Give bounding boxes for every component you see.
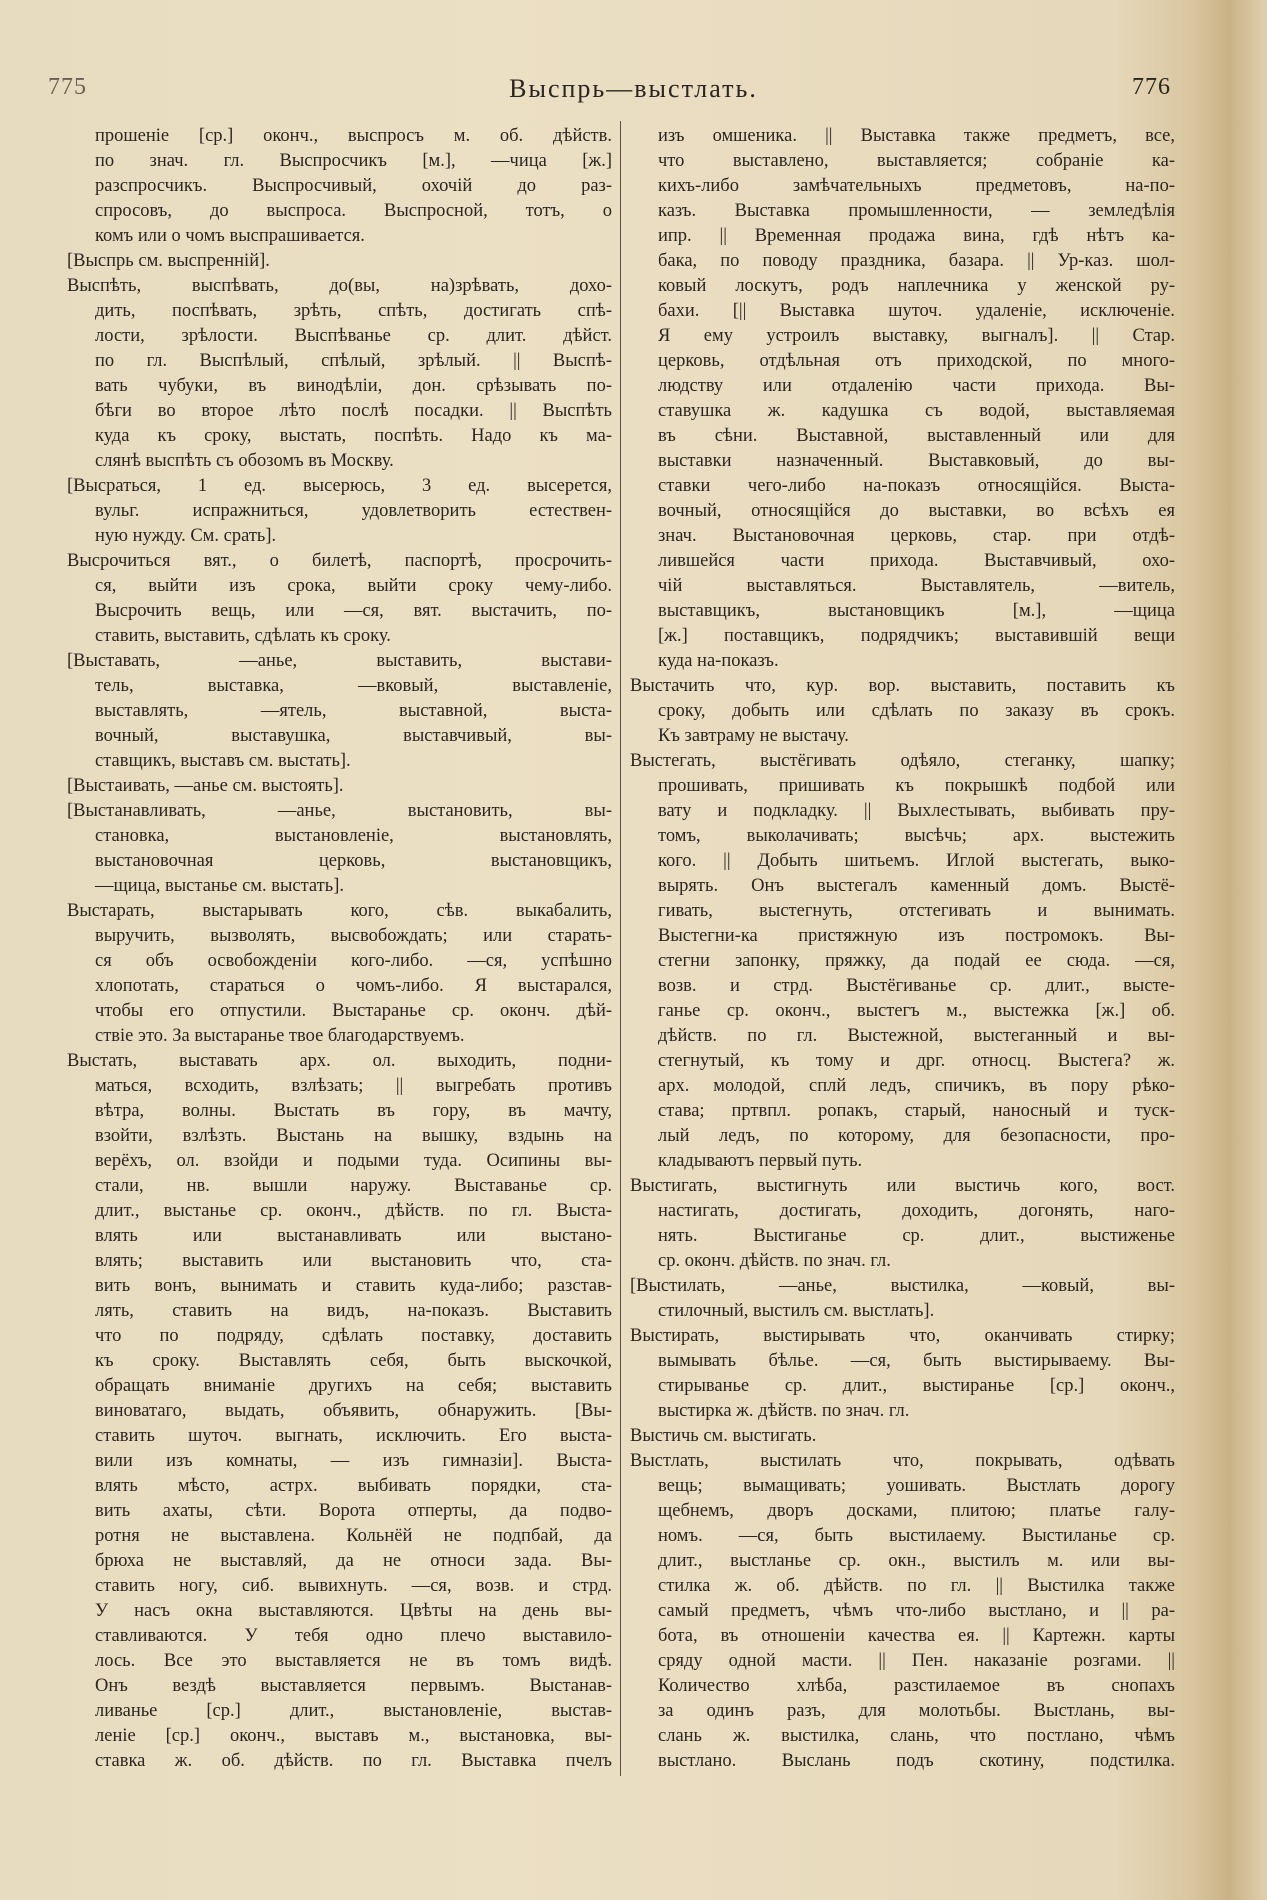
entry-line: слянѣ выспѣть съ обозомъ въ Москву.: [95, 451, 394, 471]
entry-line: влять мѣсто, астрх. выбивать порядки, ста-: [95, 1476, 612, 1496]
entry-line: кладываютъ первый путь.: [658, 1151, 863, 1171]
entry-line: выручить, вызволять, высвобождать; или старать-: [95, 926, 612, 946]
entry-line: лившейся части прихода. Выставчивый, охо-: [658, 551, 1175, 571]
entry-line: комъ или о чомъ выспрашивается.: [95, 226, 365, 246]
entry-line: бака, по поводу праздника, базара. || Ур-каз. шол-: [658, 251, 1175, 271]
entry-line: Высрочить вещь, или —ся, вят. выстачить, по-: [95, 601, 612, 621]
entry-line: ливанье [ср.] длит., выстановленіе, выстав-: [95, 1701, 612, 1721]
entry-line: Выстачить что, кур. вор. выставить, поставить къ: [630, 676, 1175, 696]
entry-line: чтобы его отпустили. Выстаранье ср. оконч. дѣй-: [95, 1001, 612, 1021]
entry-line: вульг. испражниться, удовлетворить естествен-: [95, 501, 612, 521]
entry-line: ставить ногу, сиб. вывихнуть. —ся, возв. и стрд.: [95, 1576, 612, 1596]
entry-line: прошеніе [ср.] оконч., выспросъ м. об. дѣйств.: [95, 126, 612, 146]
entry-line: стилочный, выстилъ см. выстлать].: [658, 1301, 935, 1321]
entry-line: стирыванье ср. длит., выстиранье [ср.] оконч.,: [658, 1376, 1175, 1396]
entry-line: ся, выйти изъ срока, выйти сроку чему-либо.: [95, 576, 612, 596]
entry-line: длит., выстланье ср. окн., выстилъ м. или вы-: [658, 1551, 1175, 1571]
entry-line: Выстать, выставать арх. ол. выходить, подни-: [67, 1051, 612, 1071]
dictionary-entry: [67, 124, 612, 249]
entry-line: что по подряду, сдѣлать поставку, доставить: [95, 1326, 612, 1346]
entry-line: слань ж. выстилка, слань, что постлано, чѣмъ: [658, 1726, 1175, 1746]
entry-line: номъ. —ся, быть выстилаему. Выстиланье ср.: [658, 1526, 1175, 1546]
entry-line: самый предметъ, чѣмъ что-либо выстлано, и || ра-: [658, 1601, 1175, 1621]
right-column: [630, 124, 1175, 1774]
entry-line: бахи. [|| Выставка шуточ. удаленіе, исключеніе.: [658, 301, 1175, 321]
dictionary-entry: [67, 549, 612, 649]
entry-line: вать чубуки, въ винодѣліи, дон. срѣзывать по-: [95, 376, 612, 396]
entry-line: Выстирать, выстирывать что, оканчивать стирку;: [630, 1326, 1175, 1346]
entry-line: куда къ сроку, выстать, поспѣть. Надо къ ма-: [95, 426, 612, 446]
left-column: [67, 124, 612, 1774]
entry-line: Къ завтраму не выстачу.: [658, 726, 849, 746]
entry-line: лять, ставить на видъ, на-показъ. Выставить: [95, 1301, 612, 1321]
entry-line: лый ледъ, по которому, для безопасности, про-: [658, 1126, 1175, 1146]
entry-line: арх. молодой, сплй ледъ, спичикъ, въ пору рѣко-: [658, 1076, 1175, 1096]
entry-line: Выстигать, выстигнуть или выстичь кого, вост.: [630, 1176, 1175, 1196]
entry-line: къ сроку. Выставлять себя, быть выскочкой,: [95, 1351, 612, 1371]
running-head-title: Выспрь—выстлать.: [509, 74, 758, 103]
entry-line: вѣтра, волны. Выстать въ гору, въ мачту,: [95, 1101, 612, 1121]
entry-line: ставщикъ, выставъ см. выстать].: [95, 751, 351, 771]
entry-line: сряду одной масти. || Пен. наказаніе розгами. ||: [658, 1651, 1175, 1671]
dictionary-entry: [67, 1049, 612, 1774]
dictionary-entry: [630, 674, 1175, 749]
dictionary-entry: [67, 799, 612, 899]
dictionary-entry: [67, 649, 612, 774]
entry-line: ковый лоскутъ, родъ наплечника у женской ру-: [658, 276, 1175, 296]
entry-line: дить, поспѣвать, зрѣть, спѣть, достигать спѣ-: [95, 301, 612, 321]
entry-line: [Выстаивать, —анье см. выстоять].: [67, 776, 344, 796]
entry-line: знач. Выстановочная церковь, стар. при отдѣ-: [658, 526, 1175, 546]
entry-line: ствіе это. За выстаранье твое благодарствуемъ.: [95, 1026, 465, 1046]
entry-line: гивать, выстегнуть, отстегивать и вынимать.: [658, 901, 1175, 921]
entry-line: става; пртвпл. ропакъ, старый, наносный и туск-: [658, 1101, 1175, 1121]
entry-line: стилка ж. об. дѣйств. по гл. || Выстилка также: [658, 1576, 1175, 1596]
entry-line: томъ, выколачивать; высѣчь; арх. выстежить: [658, 826, 1175, 846]
entry-line: бѣги во второе лѣто послѣ посадки. || Выспѣть: [95, 401, 612, 421]
entry-line: маться, всходить, взлѣзать; || выгребать противъ: [95, 1076, 612, 1096]
entry-line: ся объ освобожденіи кого-либо. —ся, успѣшно: [95, 951, 612, 971]
entry-line: Я ему устроилъ выставку, выгналъ]. || Стар.: [658, 326, 1175, 346]
dictionary-entry: [67, 474, 612, 549]
entry-line: ставить шуточ. выгнать, исключить. Его выста-: [95, 1426, 612, 1446]
entry-line: Выстарать, выстарывать кого, сѣв. выкабалить,: [67, 901, 612, 921]
entry-line: что выставлено, выставляется; собраніе ка-: [658, 151, 1175, 171]
entry-line: вить вонъ, вынимать и ставить куда-либо; разстав-: [95, 1276, 612, 1296]
entry-line: щебнемъ, дворъ досками, плитою; платье галу-: [658, 1501, 1175, 1521]
entry-line: леніе [ср.] оконч., выставъ м., выстановка, вы-: [95, 1726, 612, 1746]
entry-line: виноватаго, выдать, объявить, обнаружить. [Вы-: [95, 1401, 612, 1421]
entry-line: У насъ окна выставляются. Цвѣты на день вы-: [95, 1601, 612, 1621]
entry-line: Количество хлѣба, разстилаемое въ снопахъ: [658, 1676, 1175, 1696]
dictionary-entry: [630, 1174, 1175, 1274]
entry-line: по знач. гл. Выспросчикъ [м.], —чица [ж.]: [95, 151, 612, 171]
entry-line: ганье ср. оконч., выстегъ м., выстежка [ж.] об.: [658, 1001, 1175, 1021]
entry-line: ср. оконч. дѣйств. по знач. гл.: [658, 1251, 891, 1271]
entry-line: выстлано. Выслань подъ скотину, подстилка.: [658, 1751, 1175, 1771]
dictionary-entry: [67, 899, 612, 1049]
entry-line: вочный, выставушка, выставчивый, вы-: [95, 726, 612, 746]
page-number-left: 775: [48, 74, 87, 100]
entry-line: [ж.] поставщикъ, подрядчикъ; выставившій вещи: [658, 626, 1175, 646]
entry-line: брюха не выставляй, да не относи зада. Вы-: [95, 1551, 612, 1571]
entry-line: Высрочиться вят., о билетѣ, паспортѣ, просрочить-: [67, 551, 612, 571]
entry-line: [Выставать, —анье, выставить, выстави-: [67, 651, 612, 671]
entry-line: людству или отдаленію части прихода. Вы-: [658, 376, 1175, 396]
entry-line: вымывать бѣлье. —ся, быть выстирываему. Вы-: [658, 1351, 1175, 1371]
entry-line: Выстегать, выстёгивать одѣяло, стеганку, шапку;: [630, 751, 1175, 771]
entry-line: влять; выставить или выстановить что, ста-: [95, 1251, 612, 1271]
dictionary-entry: [67, 274, 612, 474]
dictionary-entry: [67, 774, 612, 799]
entry-line: становка, выстановленіе, выстановлять,: [95, 826, 612, 846]
entry-line: изъ омшеника. || Выставка также предметъ, все,: [658, 126, 1175, 146]
entry-line: Выстегни-ка пристяжную изъ постромокъ. Вы-: [658, 926, 1175, 946]
entry-line: Онъ вездѣ выставляется первымъ. Выстанав-: [95, 1676, 612, 1696]
entry-line: разспросчикъ. Выспросчивый, охочій до раз-: [95, 176, 612, 196]
entry-line: казъ. Выставка промышленности, — земледѣлія: [658, 201, 1175, 221]
dictionary-entry: [630, 1274, 1175, 1324]
entry-line: нять. Выстиганье ср. длит., выстиженье: [658, 1226, 1175, 1246]
entry-line: —щица, выстанье см. выстать].: [95, 876, 344, 896]
column-divider: [620, 121, 621, 1776]
entry-line: ставливаются. У тебя одно плечо выставило-: [95, 1626, 612, 1646]
entry-line: хлопотать, стараться о чомъ-либо. Я выстарался,: [95, 976, 612, 996]
dictionary-entry: [630, 1324, 1175, 1424]
entry-line: тель, выставка, —вковый, выставленіе,: [95, 676, 612, 696]
entry-line: [Выстилать, —анье, выстилка, —ковый, вы-: [630, 1276, 1175, 1296]
entry-line: верёхъ, ол. взойди и подыми туда. Осипины вы-: [95, 1151, 612, 1171]
entry-line: сроку, добыть или сдѣлать по заказу въ срокъ.: [658, 701, 1175, 721]
dictionary-entry: [630, 1449, 1175, 1774]
entry-line: стегнутый, къ тому и дрг. относц. Выстега? ж.: [658, 1051, 1175, 1071]
entry-line: настигать, достигать, доходить, догонять, наго-: [658, 1201, 1175, 1221]
entry-line: Выспѣть, выспѣвать, до(вы, на)зрѣвать, дохо-: [67, 276, 612, 296]
entry-line: вату и подкладку. || Выхлестывать, выбивать пру-: [658, 801, 1175, 821]
entry-line: ротня не выставлена. Кольнёй не подпбай, да: [95, 1526, 612, 1546]
entry-line: стегни запонку, пряжку, да подай ее сюда. —ся,: [658, 951, 1175, 971]
entry-line: взойти, взлѣзть. Выстань на вышку, вздынь на: [95, 1126, 612, 1146]
entry-line: прошивать, пришивать къ покрышкѣ подбой или: [658, 776, 1175, 796]
entry-line: обращать вниманіе другихъ на себя; выставить: [95, 1376, 612, 1396]
entry-line: выставщикъ, выстановщикъ [м.], —щица: [658, 601, 1175, 621]
entry-line: длит., выстанье ср. оконч., дѣйств. по гл. Выста-: [95, 1201, 612, 1221]
entry-line: ную нужду. См. срать].: [95, 526, 277, 546]
entry-line: лости, зрѣлости. Выспѣванье ср. длит. дѣйст.: [95, 326, 612, 346]
entry-line: церковь, отдѣльная отъ приходской, по много-: [658, 351, 1175, 371]
entry-line: въ сѣни. Выставной, выставленный или для: [658, 426, 1175, 446]
entry-line: ипр. || Временная продажа вина, гдѣ нѣтъ ка-: [658, 226, 1175, 246]
entry-line: спросовъ, до выспроса. Выспросной, тотъ, о: [95, 201, 612, 221]
dictionary-entry: [67, 249, 612, 274]
entry-line: [Выстанавливать, —анье, выстановить, вы-: [67, 801, 612, 821]
entry-line: вочный, относящійся до выставки, во всѣхъ ея: [658, 501, 1175, 521]
entry-line: бота, въ отношеніи качества ея. || Картежн. карты: [658, 1626, 1175, 1646]
entry-line: стали, нв. вышли наружу. Выставанье ср.: [95, 1176, 612, 1196]
entry-line: выстановочная церковь, выстановщикъ,: [95, 851, 612, 871]
entry-line: выстирка ж. дѣйств. по знач. гл.: [658, 1401, 910, 1421]
entry-line: вещь; вымащивать; уошивать. Выстлать дорогу: [658, 1476, 1175, 1496]
entry-line: вырять. Онъ выстегалъ каменный домъ. Выстё-: [658, 876, 1175, 896]
entry-line: влять или выстанавливать или выстано-: [95, 1226, 612, 1246]
entry-line: лось. Все это выставляется не въ томъ видѣ.: [95, 1651, 612, 1671]
entry-line: Выстлать, выстилать что, покрывать, одѣвать: [630, 1451, 1175, 1471]
entry-line: кихъ-либо замѣчательныхъ предметовъ, на-по-: [658, 176, 1175, 196]
entry-line: ставка ж. об. дѣйств. по гл. Выставка пчелъ: [95, 1751, 612, 1771]
entry-line: выставки назначенный. Выставковый, до вы-: [658, 451, 1175, 471]
entry-line: вить ахаты, сѣти. Ворота отперты, да подво-: [95, 1501, 612, 1521]
entry-line: ставушка ж. кадушка съ водой, выставляемая: [658, 401, 1175, 421]
dictionary-entry: [630, 124, 1175, 674]
entry-line: Выстичь см. выстигать.: [630, 1426, 817, 1446]
entry-line: ставки чего-либо на-показъ относящійся. Выста-: [658, 476, 1175, 496]
page-number-right: 776: [1132, 74, 1171, 100]
entry-line: за одинъ разъ, для молотьбы. Выстлань, вы-: [658, 1701, 1175, 1721]
entry-line: ставить, выставить, сдѣлать къ сроку.: [95, 626, 391, 646]
entry-line: [Высраться, 1 ед. высерюсь, 3 ед. высерется,: [67, 476, 612, 496]
entry-line: вили изъ комнаты, — изъ гимназіи]. Выста-: [95, 1451, 612, 1471]
entry-line: кого. || Добыть шитьемъ. Иглой выстегать, выко-: [658, 851, 1175, 871]
entry-line: куда на-показъ.: [658, 651, 779, 671]
entry-line: возв. и стрд. Выстёгиванье ср. длит., высте-: [658, 976, 1175, 996]
dictionary-entry: [630, 749, 1175, 1174]
entry-line: по гл. Выспѣлый, спѣлый, зрѣлый. || Выспѣ-: [95, 351, 612, 371]
entry-line: [Выспрь см. выспренній].: [67, 251, 270, 271]
entry-line: выставлять, —ятель, выставной, выста-: [95, 701, 612, 721]
dictionary-entry: [630, 1424, 1175, 1449]
entry-line: чій выставляться. Выставлятель, —витель,: [658, 576, 1175, 596]
entry-line: дѣйств. по гл. Выстежной, выстеганный и вы-: [658, 1026, 1175, 1046]
